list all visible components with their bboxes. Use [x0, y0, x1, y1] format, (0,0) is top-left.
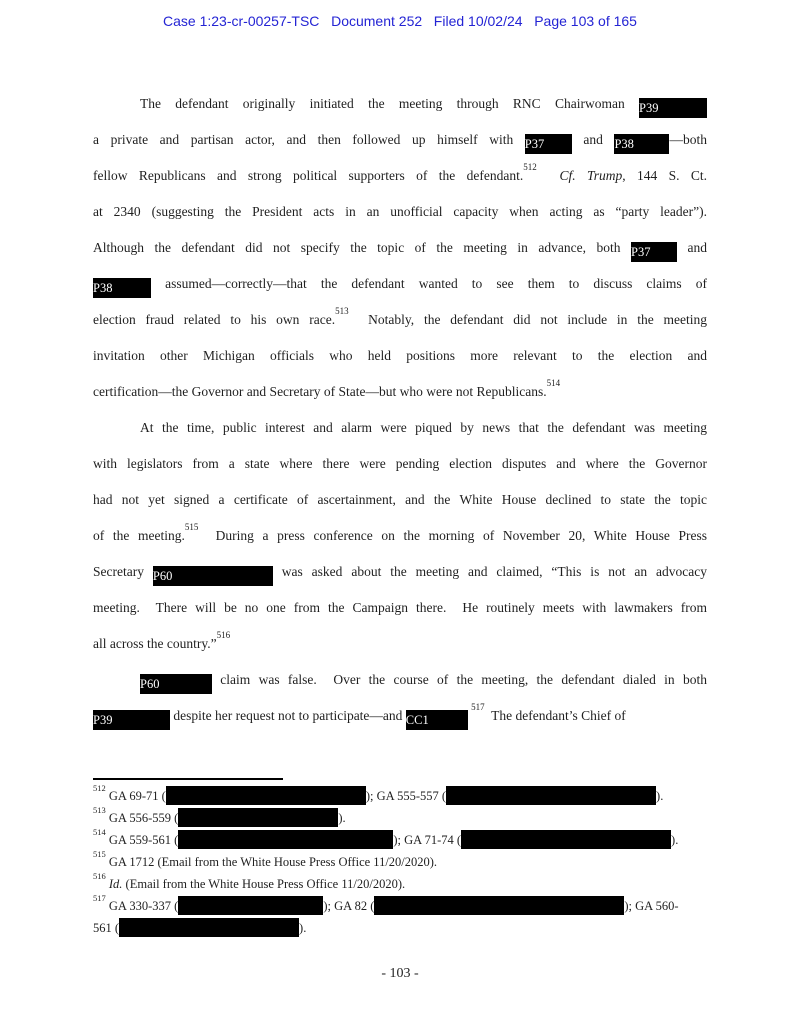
footnote-ref: 517: [471, 701, 485, 712]
redaction-bar: [178, 896, 323, 915]
text-line: [93, 895, 707, 917]
text-run: ); GA 71-74 (: [393, 833, 462, 847]
text-line: [93, 807, 707, 829]
text-run: with legislators from a state where there were pending election disputes and where the Governor: [93, 456, 707, 471]
redaction-box-p38: P38: [93, 278, 151, 298]
text-line: [93, 626, 707, 662]
text-line: [93, 410, 707, 446]
text-run: ).: [671, 833, 679, 847]
text-run: at 2340 (suggesting the President acts in an unofficial capacity when acting as “party leader”).: [93, 204, 707, 219]
text-run: election fraud related to his own race.: [93, 312, 336, 327]
text-line: [93, 482, 707, 518]
footnote-ref: 517: [93, 895, 106, 903]
redaction-bar: [374, 896, 624, 915]
text-line: [93, 338, 707, 374]
footnote-ref: 514: [546, 377, 561, 388]
text-line: [93, 230, 707, 266]
text-line: [93, 122, 707, 158]
text-run: [537, 168, 560, 183]
footnote-ref: 513: [335, 305, 349, 316]
document-body: [93, 86, 707, 734]
text-run: ); GA 560-: [624, 899, 679, 913]
text-line: [93, 829, 707, 851]
text-run: Notably, the defendant did not include in the meeting: [348, 312, 707, 327]
text-run: had not yet signed a certificate of ascertainment, and the White House declined to state the topic: [93, 492, 707, 507]
text-run: During a press conference on the morning of November 20, White House Press: [198, 528, 707, 543]
text-run: Secretary: [93, 564, 153, 579]
footnote-separator: [93, 778, 283, 780]
redaction-box-p60: P60: [153, 566, 273, 586]
redaction-bar: [178, 808, 338, 827]
text-run: a private and partisan actor, and then followed up himself with: [93, 132, 525, 147]
text-run: ).: [338, 811, 346, 825]
text-run: meeting. There will be no one from the Campaign there. He routinely meets with lawmakers from: [93, 600, 707, 615]
footnotes-list: [93, 785, 707, 939]
text-line: [93, 873, 707, 895]
text-run: ); GA 82 (: [323, 899, 375, 913]
footnote-ref: 513: [93, 807, 106, 815]
page-number: - 103 -: [381, 966, 419, 981]
redaction-box-p60: P60: [140, 674, 212, 694]
redaction-box-p38: P38: [614, 134, 669, 154]
redaction-box-p37: P37: [525, 134, 572, 154]
text-run: assumed—correctly—that the defendant wanted to see them to discuss claims of: [151, 276, 707, 291]
redaction-bar: [178, 830, 393, 849]
text-run: and: [571, 132, 615, 147]
text-run: all across the country.”: [93, 636, 217, 651]
text-run: 561 (: [93, 921, 120, 935]
text-line: [93, 194, 707, 230]
text-run: At the time, public interest and alarm were piqued by news that the defendant was meeting: [140, 420, 707, 435]
text-line: [93, 302, 707, 338]
italic-text-run: Id.: [108, 877, 123, 891]
redaction-box-cc1: CC1: [406, 710, 468, 730]
footnote-ref: 515: [184, 521, 199, 532]
text-line: [93, 785, 707, 807]
text-run: fellow Republicans and strong political supporters of the defendant.: [93, 168, 524, 183]
text-run: , 144 S. Ct.: [622, 168, 707, 183]
text-run: (Email from the White House Press Office 11/20/2020).: [122, 877, 406, 891]
footnote-ref: 516: [93, 873, 106, 881]
text-line: [93, 698, 707, 734]
text-run: —both: [669, 132, 707, 147]
text-line: [93, 266, 707, 302]
italic-text-run: Cf. Trump: [559, 168, 623, 183]
case-stamp-header: Case 1:23-cr-00257-TSC Document 252 Filed 10/02/24 Page 103 of 165: [163, 13, 637, 29]
text-run: certification—the Governor and Secretary of State—but who were not Republicans.: [93, 384, 547, 399]
footnote-ref: 515: [93, 851, 106, 859]
text-line: [93, 590, 707, 626]
text-run: GA 559-561 (: [105, 833, 179, 847]
text-run: The defendant originally initiated the meeting through RNC Chairwoman: [140, 96, 639, 111]
text-line: [93, 554, 707, 590]
text-line: [93, 446, 707, 482]
text-run: invitation other Michigan officials who held positions more relevant to the election and: [93, 348, 707, 363]
footnote-ref: 514: [93, 829, 106, 837]
footnote-ref: 512: [523, 161, 537, 172]
redaction-bar: [166, 786, 366, 805]
text-line: [93, 518, 707, 554]
footnotes: [93, 778, 707, 939]
text-line: [93, 851, 707, 873]
text-run: ); GA 555-557 (: [365, 789, 447, 803]
redaction-bar: [119, 918, 299, 937]
text-line: [93, 917, 707, 939]
redaction-bar: [461, 830, 671, 849]
redaction-box-p37: P37: [631, 242, 677, 262]
text-run: GA 330-337 (: [105, 899, 179, 913]
text-run: Although the defendant did not specify the topic of the meeting in advance, both: [93, 240, 631, 255]
text-run: ).: [299, 921, 307, 935]
text-run: GA 69-71 (: [105, 789, 166, 803]
text-line: [93, 374, 707, 410]
text-line: [93, 158, 707, 194]
text-run: claim was false. Over the course of the meeting, the defendant dialed in both: [212, 672, 707, 687]
redaction-box-p39: P39: [93, 710, 170, 730]
text-run: The defendant’s Chief of: [484, 708, 626, 723]
text-line: [93, 86, 707, 122]
text-run: GA 1712 (Email from the White House Press Office 11/20/2020).: [105, 855, 438, 869]
text-run: ).: [656, 789, 664, 803]
redaction-box-p39: P39: [639, 98, 707, 118]
text-run: and: [677, 240, 707, 255]
text-run: despite her request not to participate—and: [170, 708, 406, 723]
text-run: GA 556-559 (: [105, 811, 179, 825]
text-line: [93, 662, 707, 698]
text-run: was asked about the meeting and claimed, “This is not an advocacy: [272, 564, 707, 579]
footnote-ref: 516: [216, 629, 231, 640]
footnote-ref: 512: [93, 785, 106, 793]
text-run: of the meeting.: [93, 528, 185, 543]
redaction-bar: [446, 786, 656, 805]
